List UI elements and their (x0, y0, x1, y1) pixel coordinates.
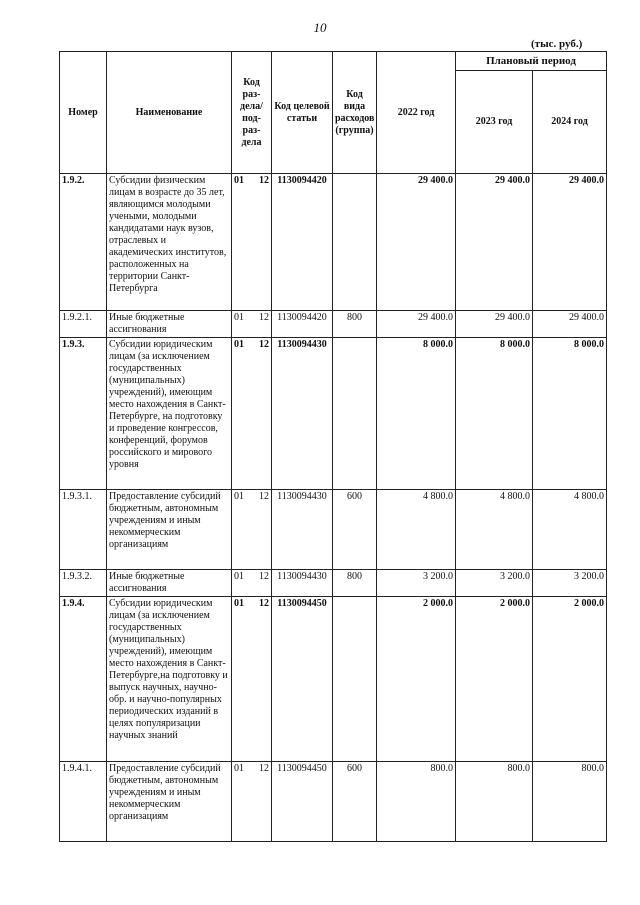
row-razdel (232, 490, 272, 570)
row-razdel (232, 338, 272, 490)
row-expense-code: 600 (333, 762, 377, 842)
row-razdel (232, 762, 272, 842)
row-name: Субсидии юридическим лицам (за исключением государственных (муниципальных) учреждений), имеющим место нахождения в Санкт-Петербурге,на подготовку и выпуск научных, научно-обр. и научно-популярных периодических изданий в целях популяризации научных знаний (107, 597, 232, 762)
table-row (60, 490, 607, 570)
podrazdel-code: 12 (259, 491, 269, 502)
row-amount-2023: 8 000.0 (456, 338, 533, 490)
row-amount-2024: 2 000.0 (533, 597, 607, 762)
row-number: 1.9.3.1. (60, 490, 107, 570)
header-razdel: Код раз-дела/ под-раз-дела (232, 52, 272, 174)
razdel-code: 01 (234, 598, 244, 609)
table-row (60, 338, 607, 490)
row-razdel (232, 174, 272, 311)
row-razdel (232, 570, 272, 597)
row-number: 1.9.3.2. (60, 570, 107, 597)
razdel-code: 01 (234, 339, 244, 350)
row-name: Иные бюджетные ассигнования (107, 311, 232, 338)
row-amount-2022: 4 800.0 (377, 490, 456, 570)
podrazdel-code: 12 (259, 175, 269, 186)
razdel-code: 01 (234, 312, 244, 323)
row-name: Иные бюджетные ассигнования (107, 570, 232, 597)
header-number: Номер (60, 52, 107, 174)
row-target-code: 1130094450 (272, 762, 333, 842)
row-name: Субсидии юридическим лицам (за исключением государственных (муниципальных) учреждений), имеющим место нахождения в Санкт-Петербурге, на подготовку и проведение конгрессов, конференций, форумов российского и мирового уровня (107, 338, 232, 490)
row-name: Предоставление субсидий бюджетным, автономным учреждениям и иным некоммерческим организациям (107, 490, 232, 570)
row-number: 1.9.3. (60, 338, 107, 490)
row-expense-code (333, 174, 377, 311)
podrazdel-code: 12 (259, 763, 269, 774)
row-expense-code: 600 (333, 490, 377, 570)
row-amount-2022: 2 000.0 (377, 597, 456, 762)
row-amount-2022: 800.0 (377, 762, 456, 842)
row-amount-2023: 800.0 (456, 762, 533, 842)
podrazdel-code: 12 (259, 598, 269, 609)
row-amount-2024: 8 000.0 (533, 338, 607, 490)
table-row (60, 762, 607, 842)
row-amount-2022: 29 400.0 (377, 311, 456, 338)
table-row (60, 174, 607, 311)
podrazdel-code: 12 (259, 571, 269, 582)
row-razdel (232, 311, 272, 338)
razdel-code: 01 (234, 175, 244, 186)
row-amount-2023: 29 400.0 (456, 311, 533, 338)
row-amount-2023: 4 800.0 (456, 490, 533, 570)
row-amount-2022: 29 400.0 (377, 174, 456, 311)
row-amount-2024: 29 400.0 (533, 311, 607, 338)
row-number: 1.9.2. (60, 174, 107, 311)
row-expense-code: 800 (333, 311, 377, 338)
row-target-code: 1130094430 (272, 570, 333, 597)
row-amount-2022: 3 200.0 (377, 570, 456, 597)
header-target: Код целевой статьи (272, 52, 333, 174)
header-2023: 2023 год (456, 71, 533, 174)
table-row (60, 570, 607, 597)
razdel-code: 01 (234, 571, 244, 582)
header-2022: 2022 год (377, 52, 456, 174)
table-body (60, 174, 607, 842)
row-amount-2024: 3 200.0 (533, 570, 607, 597)
budget-table (59, 51, 607, 842)
table-row (60, 311, 607, 338)
row-number: 1.9.4.1. (60, 762, 107, 842)
row-target-code: 1130094430 (272, 338, 333, 490)
row-amount-2024: 29 400.0 (533, 174, 607, 311)
row-number: 1.9.4. (60, 597, 107, 762)
row-amount-2024: 800.0 (533, 762, 607, 842)
row-expense-code (333, 597, 377, 762)
row-expense-code (333, 338, 377, 490)
razdel-code: 01 (234, 763, 244, 774)
row-amount-2023: 3 200.0 (456, 570, 533, 597)
table-row (60, 597, 607, 762)
header-plan-period: Плановый период (456, 52, 607, 71)
page-number: 10 (313, 20, 327, 35)
row-target-code: 1130094420 (272, 311, 333, 338)
row-name: Субсидии физическим лицам в возрасте до 35 лет, являющимся молодыми учеными, молодыми кандидатами наук вузов, отраслевых и академических институтов, расположенных на территории Санкт-Петербурга (107, 174, 232, 311)
podrazdel-code: 12 (259, 339, 269, 350)
units-label: (тыс. руб.) (531, 38, 583, 50)
row-expense-code: 800 (333, 570, 377, 597)
row-amount-2024: 4 800.0 (533, 490, 607, 570)
row-amount-2023: 2 000.0 (456, 597, 533, 762)
row-amount-2023: 29 400.0 (456, 174, 533, 311)
row-target-code: 1130094420 (272, 174, 333, 311)
row-amount-2022: 8 000.0 (377, 338, 456, 490)
row-name: Предоставление субсидий бюджетным, автономным учреждениям и иным некоммерческим организациям (107, 762, 232, 842)
razdel-code: 01 (234, 491, 244, 502)
row-number: 1.9.2.1. (60, 311, 107, 338)
header-expense: Код вида расходов (группа) (333, 52, 377, 174)
podrazdel-code: 12 (259, 312, 269, 323)
row-target-code: 1130094430 (272, 490, 333, 570)
row-target-code: 1130094450 (272, 597, 333, 762)
row-razdel (232, 597, 272, 762)
header-2024: 2024 год (533, 71, 607, 174)
header-name: Наименование (107, 52, 232, 174)
